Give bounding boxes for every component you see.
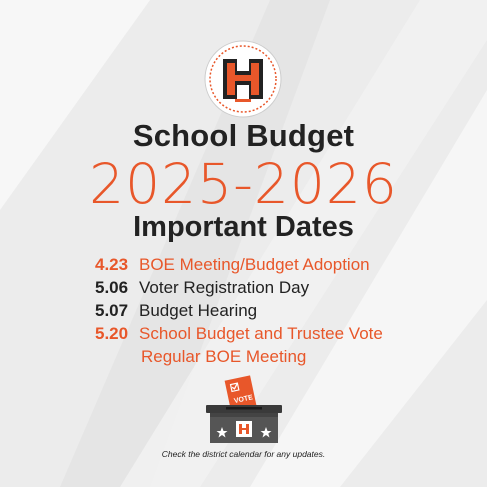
district-logo	[203, 39, 283, 119]
footer-note: Check the district calendar for any updates.	[161, 449, 326, 459]
date-label: Voter Registration Day	[139, 278, 310, 297]
heading-school-budget: School Budget	[132, 118, 355, 153]
date-value: 5.20	[95, 324, 129, 343]
date-label: BOE Meeting/Budget Adoption	[139, 255, 370, 274]
date-label: Regular BOE Meeting	[141, 347, 307, 366]
date-label: School Budget and Trustee Vote	[139, 324, 383, 343]
date-row-5-20-continuation	[95, 347, 383, 370]
heading-years: 2025-2026	[89, 152, 398, 216]
date-row-5-06	[95, 278, 383, 301]
date-row-4-23	[95, 255, 383, 278]
dates-list	[95, 255, 383, 370]
date-row-5-20	[95, 324, 383, 347]
date-value: 4.23	[95, 255, 129, 274]
ballot-box-icon	[200, 375, 288, 445]
date-value: 5.06	[95, 278, 129, 297]
heading-important-dates: Important Dates	[133, 211, 354, 243]
date-value: 5.07	[95, 301, 129, 320]
date-label: Budget Hearing	[139, 301, 258, 320]
date-row-5-07	[95, 301, 383, 324]
ballot-vote-label: VOTE	[233, 394, 254, 406]
